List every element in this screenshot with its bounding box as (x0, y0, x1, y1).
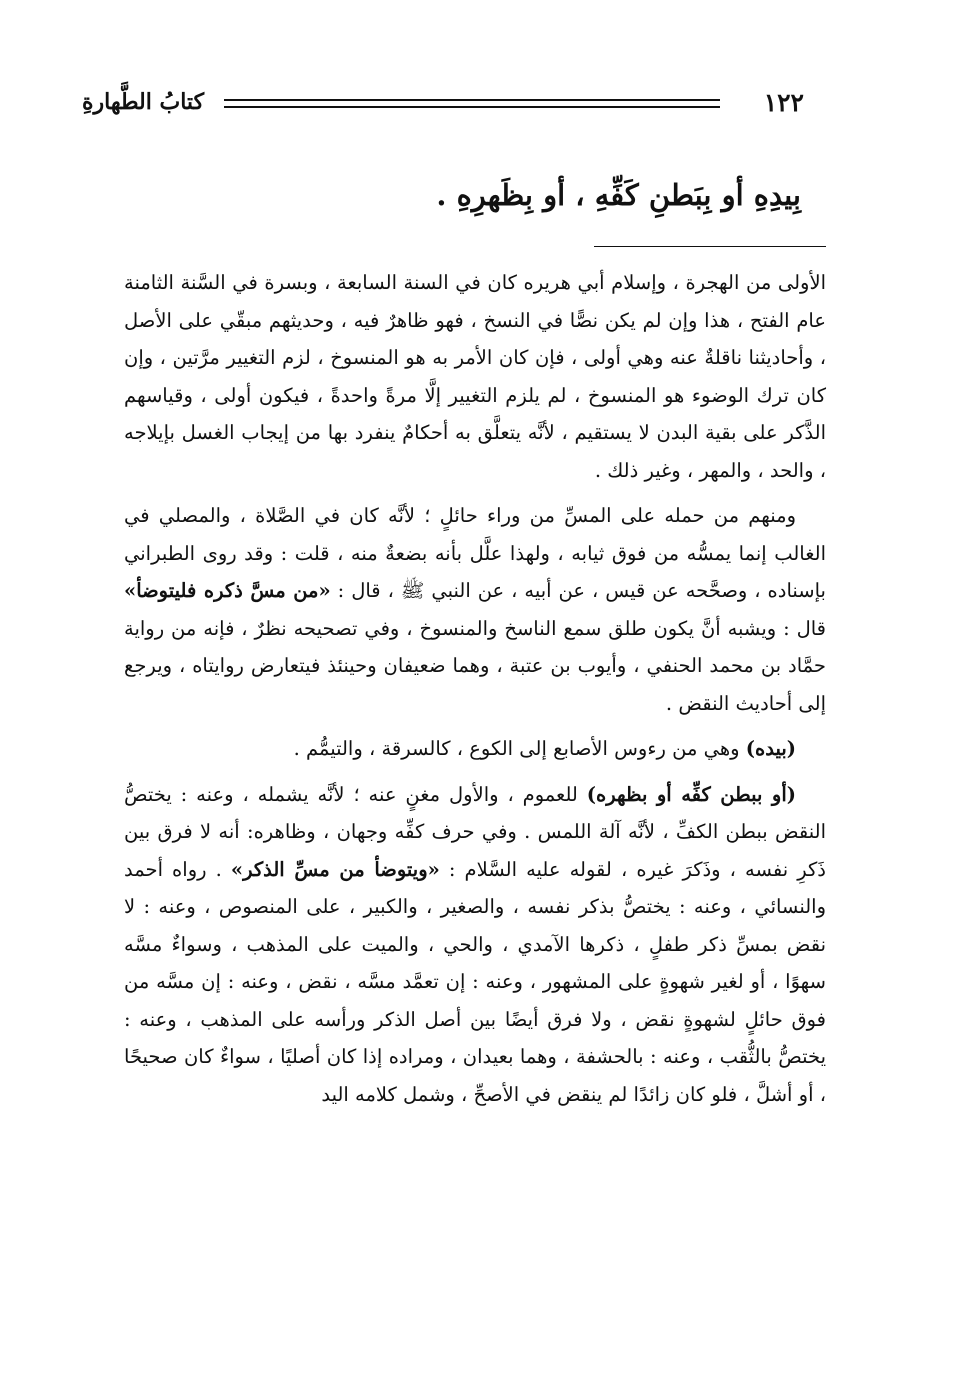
paragraph-text: قال : ويشبه أنَّ يكون طلق سمع الناسخ والمنسوخ ، وفي تصحيحه نظرٌ ، فإنه من رواية حمَّاد بن محمد الحنفي ، وأيوب بن عتبة ، وهما ضعيفان وحينئذ فيتعارض روايتاه ، ويرجع إلى أحاديث النقض . (124, 616, 826, 715)
commentary-body (124, 264, 826, 1121)
paragraph-text: للعموم ، والأول مغنٍ عنه ؛ لأنَّه يشمله ، وعنه : يختصُّ النقض ببطن الكفِّ ، لأنَّه آلة اللمس . وفي حرف كفِّه وجهان ، وظاهره: أنه لا فرق بين ذَكرِ نفسه ، وذَكرَ غيره ، لقوله عليه السَّلام : (124, 782, 826, 881)
commentary-paragraph (124, 776, 826, 1114)
commentary-paragraph (124, 264, 826, 489)
page-header (82, 88, 882, 122)
bold-quote: (بيده) (745, 737, 796, 760)
running-title: كتابُ الطَّهارةِ (82, 89, 205, 115)
commentary-separator (594, 246, 826, 247)
paragraph-text: الأولى من الهجرة ، وإسلام أبي هريره كان في السنة السابعة ، وبسرة في السَّنة الثامنة عام الفتح ، هذا وإن لم يكن نصًّا في النسخ ، فهو ظاهرٌ فيه ، وحديثهم مبقّي على الأصل ، وأحاديثنا ناقلةٌ عنه وهي أولى ، فإن كان الأمر به هو المنسوخ ، لزم التغيير مرَّتين ، وإن كان ترك الوضوء هو المنسوخ ، لم يلزم التغيير إلَّا مرةً واحدةً ، فيكون أولى ، وقياسهم الذَّكر على بقية البدن لا يستقيم ، لأنَّه يتعلَّق به أحكامٌ ينفرد بها من إيجاب الغسل بإيلاجه ، والحد ، والمهر ، وغير ذلك . (124, 271, 826, 482)
paragraph-text: . رواه أحمد والنسائي ، وعنه : يختصُّ بذكر نفسه ، والصغير ، والكبير ، على المنصوص ، وعنه : لا نقض بمسِّ ذكر طفلٍ ، ذكرها الآمدي ، والحي ، والميت على المذهب ، وسواءٌ مسَّه سهوًا ، أو لغير شهوةٍ على المشهور ، وعنه : إن تعمَّد مسَّه ، نقض ، وعنه : إن مسَّه من فوق حائلٍ لشهوةٍ نقض ، ولا فرق أيضًا بين أصل الذكر ورأسه على المذهب ، وعنه : يختصُّ بالثُّقب ، وعنه : بالحشفة ، وهما بعيدان ، ومراده إذا كان أصليًا ، سواءٌ كان صحيحًا ، أو أشلَّ ، فلو كان زائدًا لم ينقض في الأصحِّ ، وشمل كلامه اليد (124, 857, 826, 1106)
bold-quote: «من مسَّ ذكره فليتوضأ» (124, 579, 331, 602)
paragraph-text: ومنهم من حمله على المسِّ من وراء حائلٍ ؛ لأنَّه كان في الصَّلاة ، والمصلي في الغالب إنما يمسُّه من فوق ثيابه ، ولهذا علَّل بأنه بضعةٌ منه ، قلت : وقد روى الطبراني بإسناده ، وصحَّحه عن قيس ، عن أبيه ، عن النبي ﷺ ، قال : (124, 504, 826, 602)
header-double-rule (224, 99, 720, 108)
commentary-paragraph (124, 497, 826, 722)
bold-quote: «ويتوضأ من مسِّ الذكر» (230, 857, 440, 881)
bold-quote: (أو ببطن كفِّه أو بظهره) (586, 782, 796, 806)
commentary-paragraph (124, 730, 826, 768)
page-number: ١٢٢ (763, 88, 804, 117)
matn-text: بِيدِهِ أو بِبَطنِ كَفِّهِ ، أو بِظَهرِهِ . (436, 178, 801, 212)
paragraph-text: وهي من رءوس الأصابع إلى الكوع ، كالسرقة ، والتيمُّم . (293, 737, 746, 760)
